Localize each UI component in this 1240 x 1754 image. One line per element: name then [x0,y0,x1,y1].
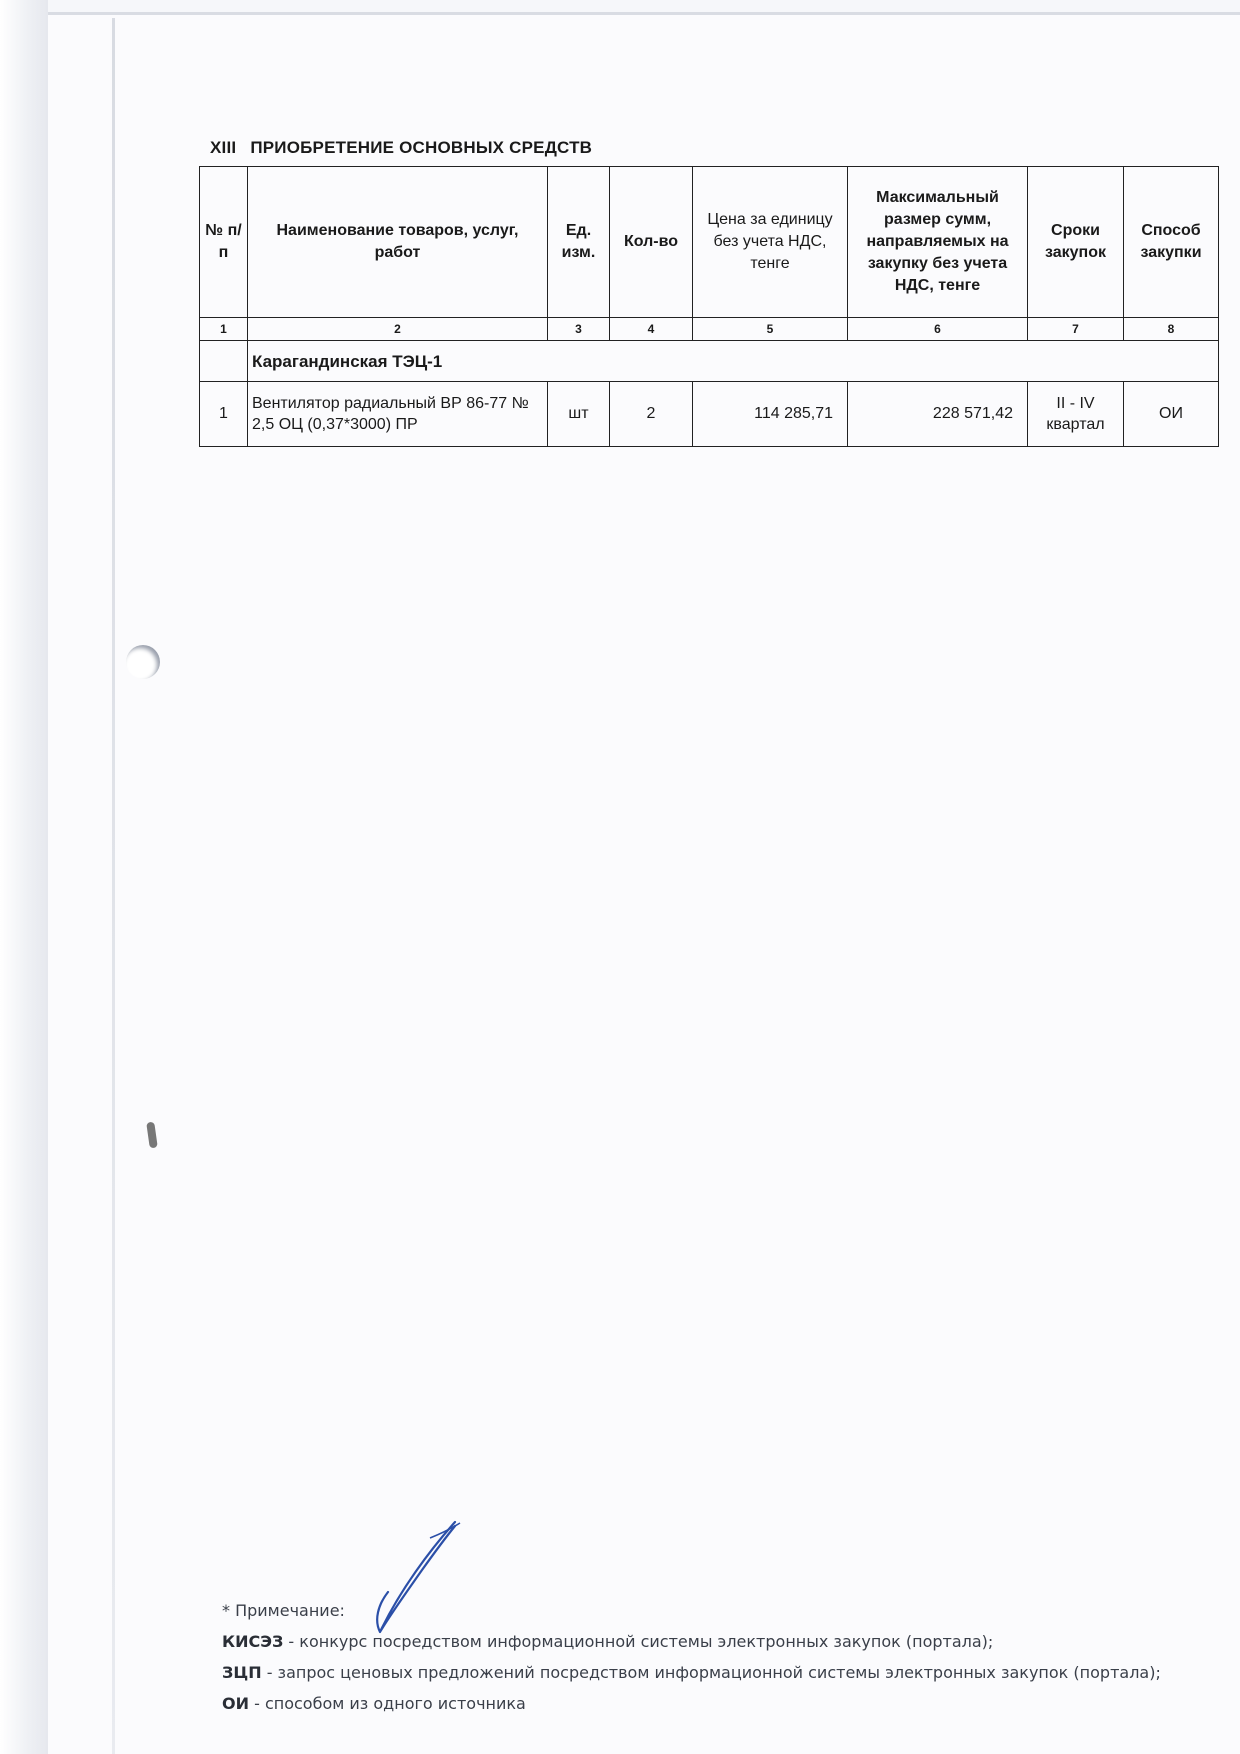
row-number: 1 [200,382,248,447]
column-number: 8 [1124,318,1219,341]
header-cell: Наименование товаров, услуг, работ [248,167,548,318]
note-text: - конкурс посредством информационной системы электронных закупок (портала); [283,1632,994,1651]
page-top-edge [40,12,1240,15]
note-item [222,1688,1161,1719]
note-text: - запрос ценовых предложений посредством информационной системы электронных закупок (портала); [261,1663,1161,1682]
punch-hole [126,645,160,679]
column-number: 3 [548,318,610,341]
note-item [222,1626,1161,1657]
column-number-row [200,318,1219,341]
item-price: 114 285,71 [693,382,848,447]
header-cell: Цена за единицу без учета НДС, тенге [693,167,848,318]
column-number: 5 [693,318,848,341]
section-title [210,138,592,158]
header-row [200,167,1219,318]
note-item [222,1657,1161,1688]
header-cell: Способ закупки [1124,167,1219,318]
column-number: 1 [200,318,248,341]
header-cell: Максимальный размер сумм, направляемых на закупку без учета НДС, тенге [848,167,1028,318]
header-cell: Кол-во [610,167,693,318]
section-number: XIII [210,138,237,157]
header-cell: Ед. изм. [548,167,610,318]
notes-title: * Примечание: [222,1601,345,1620]
page-fold-line [112,18,115,1754]
group-spacer-cell [200,341,248,382]
group-name: Карагандинская ТЭЦ-1 [248,341,1219,382]
table-row [200,382,1219,447]
group-row [200,341,1219,382]
note-text: - способом из одного источника [249,1694,526,1713]
page-left-strip [0,0,48,1754]
note-abbr: ОИ [222,1694,249,1713]
header-cell: № п/п [200,167,248,318]
item-total: 228 571,42 [848,382,1028,447]
procurement-table [199,166,1219,447]
item-unit: шт [548,382,610,447]
column-number: 2 [248,318,548,341]
note-abbr: ЗЦП [222,1663,262,1682]
column-number: 7 [1028,318,1124,341]
item-name: Вентилятор радиальный ВР 86-77 № 2,5 ОЦ (0,37*3000) ПР [248,382,548,447]
item-period: II - IV квартал [1028,382,1124,447]
note-abbr: КИСЭЗ [222,1632,284,1651]
column-number: 4 [610,318,693,341]
column-number: 6 [848,318,1028,341]
item-quantity: 2 [610,382,693,447]
item-method: ОИ [1124,382,1219,447]
notes-section [222,1595,1161,1719]
header-cell: Сроки закупок [1028,167,1124,318]
section-heading: ПРИОБРЕТЕНИЕ ОСНОВНЫХ СРЕДСТВ [250,138,593,157]
